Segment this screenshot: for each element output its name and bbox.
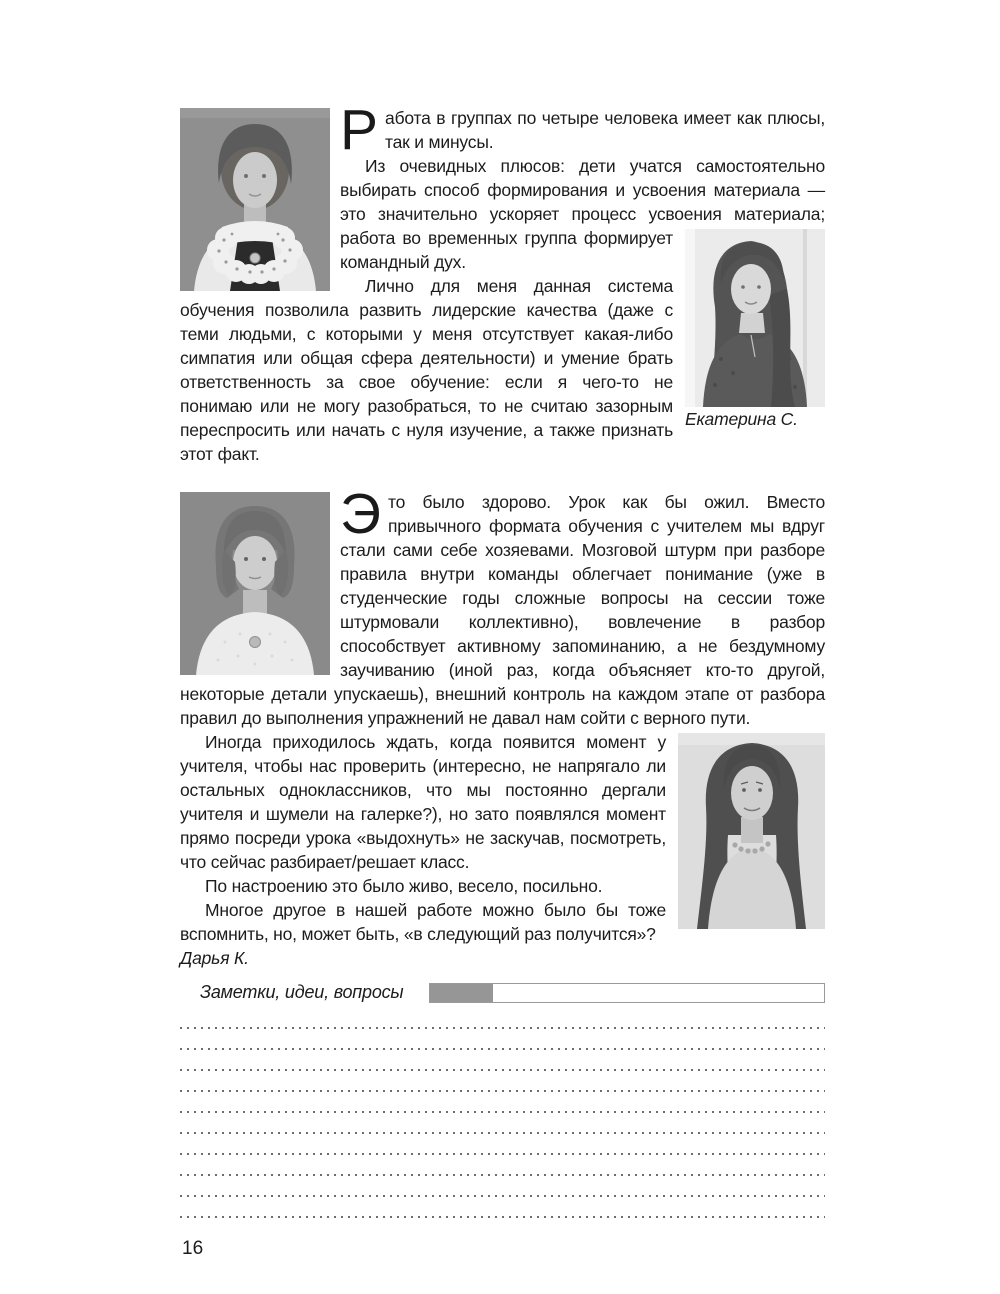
dotted-writing-line (180, 1048, 825, 1050)
notes-progress-bar (429, 983, 825, 1003)
testimonial-section-darya (180, 482, 825, 970)
page-number: 16 (182, 1238, 204, 1259)
paragraph-text: По настроению это было живо, весело, посильно. (205, 876, 603, 896)
portrait-photo-schoolgirl-bob (180, 492, 330, 675)
paragraph-text: Лично для меня данная система обучения позволила развить лидерские качества (даже с теми людьми, с которыми у меня отсутствует какая-либо симпатия или общая сфера деятельности) и умение брать ответственность за свое обучение: если я чего-то не понимаю или не могу разобраться, то не считаю зазорным переспросить или начать с нуля изучение, а также признать этот факт. (180, 276, 673, 464)
portrait-photo-darya (678, 733, 825, 929)
notes-writing-area (180, 1027, 825, 1218)
dotted-writing-line (180, 1153, 825, 1155)
signature-text: Дарья К. (180, 948, 249, 968)
portrait-girl-1-image (180, 108, 330, 291)
testimonial-section-ekaterina (180, 98, 825, 466)
notes-progress-bar-fill (430, 984, 493, 1002)
paragraph-text: то было здорово. Урок как бы ожил. Вместо привычного формата обучения с учителем мы вдруг стали сами себе хозяевами. Мозговой штурм при разборе правила внутри команды облегчает понимание (уже в студенческие годы сложные вопросы на сессии тоже штурмовали коллективно), вовлечение в разбор способствует активному запоминанию, а не бездумному заучиванию (иной раз, когда объясняет кто-то другой, некоторые детали упускаешь), внешний контроль на каждом этапе от разбора правил до выполнения упражнений не давал нам сойти с верного пути. (180, 492, 825, 728)
page-content (180, 98, 825, 1260)
paragraph-text: абота в группах по четыре человека имеет как плюсы, так и минусы. (385, 108, 825, 152)
paragraph-waiting-teacher (180, 730, 825, 874)
dotted-writing-line (180, 1027, 825, 1029)
dotted-writing-line (180, 1111, 825, 1113)
paragraph-text: Из очевидных плюсов: дети учатся самостоятельно выбирать способ формирования и усвоения материала — это значительно ускоряет процесс усвоения материала; (340, 156, 825, 224)
dotted-writing-line (180, 1174, 825, 1176)
notes-header-row (180, 982, 825, 1003)
drop-cap-r: Р (340, 98, 379, 162)
notes-label: Заметки, идеи, вопросы (200, 982, 404, 1002)
portrait-photo-ekaterina (685, 229, 825, 431)
signature-darya (180, 946, 825, 970)
dotted-writing-line (180, 1069, 825, 1071)
drop-cap-e: Э (340, 482, 381, 546)
portrait-girl-2-image (180, 492, 330, 675)
dotted-writing-line (180, 1132, 825, 1134)
paragraph-text: работа во временных группа формирует командный дух. (340, 228, 673, 272)
portrait-darya-image (678, 733, 825, 929)
paragraph-text: Многое другое в нашей работе можно было бы тоже вспомнить, но, может быть, «в следующий раз получится»? (180, 900, 666, 944)
photo-caption-ekaterina: Екатерина С. (685, 409, 798, 429)
dotted-writing-line (180, 1216, 825, 1218)
dotted-writing-line (180, 1195, 825, 1197)
portrait-photo-schoolgirl-lace-collar (180, 108, 330, 291)
dotted-writing-line (180, 1090, 825, 1092)
portrait-ekaterina-image (685, 229, 825, 407)
paragraph-text: Иногда приходилось ждать, когда появится момент у учителя, чтобы нас проверить (интересно, не напрягало ли остальных одноклассников, что мы постоянно дергали учителя и шумели на галерке?), но зато появлялся момент прямо посреди урока «выдохнуть» не заскучав, посмотреть, что сейчас разбирает/решает класс. (180, 732, 666, 872)
